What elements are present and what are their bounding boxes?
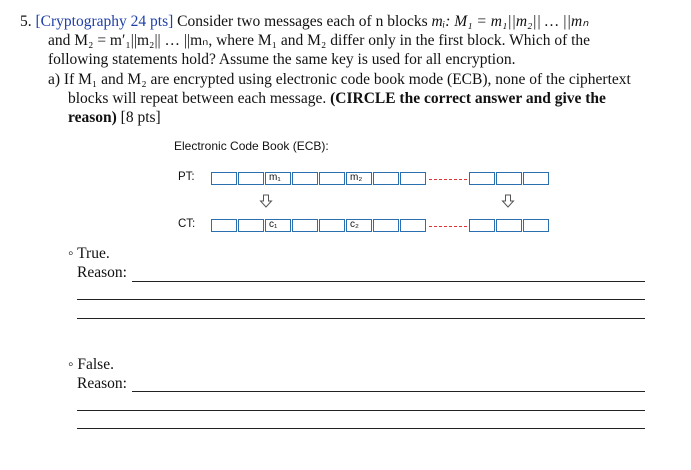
pt-ellipsis [429,179,467,180]
part-a-instruction: (CIRCLE the correct answer and give the [330,90,606,107]
question-line-1 [20,13,588,31]
true-reason-line-3[interactable] [77,318,645,319]
false-reason-label: Reason: [77,375,127,392]
pt-row [211,172,551,185]
ecb-diagram-title: Electronic Code Book (ECB): [174,139,329,153]
pt-block [238,172,264,185]
pt-block-m2: m₂ [346,172,372,185]
pt-block [523,172,549,185]
ct-block-c2: c₂ [346,219,372,232]
option-false[interactable] [68,356,114,374]
ct-block [469,219,495,232]
option-bullet: ◦ [68,245,74,262]
question-line-3: following statements hold? Assume the same key is used for all encryption. [48,51,516,68]
true-reason-line-2[interactable] [77,299,645,300]
part-a-text-1: If M₁ and M₂ are encrypted using electronic code book mode (ECB), none of the ciphertext [63,71,631,88]
part-a-line-3 [68,109,161,127]
pt-label: PT: [178,171,195,183]
down-arrow-icon [259,194,273,208]
ct-block [292,219,318,232]
ct-block [400,219,426,232]
down-arrow-icon [501,194,515,208]
option-false-label: False. [77,356,114,373]
pt-block [292,172,318,185]
false-reason-line-3[interactable] [77,428,645,429]
ct-label: CT: [178,218,196,230]
pt-block [496,172,522,185]
ct-block [523,219,549,232]
ct-block [496,219,522,232]
option-true-label: True. [77,245,110,262]
part-a-text-2: blocks will repeat between each message. [68,90,327,107]
pt-block [400,172,426,185]
option-bullet: ◦ [68,356,74,373]
question-line-2: and M₂ = m′₁||m₂|| … ||mₙ, where M₁ and M₂ differ only in the first block. Which of the [48,32,591,49]
question-topic-points: [Cryptography 24 pts] [35,13,174,30]
question-text-1: Consider two messages each of n blocks [177,13,428,30]
question-math-1: mᵢ: M₁ = m₁||m₂|| … ||mₙ [431,13,589,30]
pt-block [319,172,345,185]
part-a-points: [8 pts] [120,109,161,126]
pt-block [373,172,399,185]
option-true[interactable] [68,245,110,263]
true-reason-label: Reason: [77,264,127,281]
true-reason-line-1[interactable] [132,281,645,282]
question-number: 5. [20,13,32,30]
false-reason-line-1[interactable] [132,391,645,392]
ct-row [211,219,551,232]
ct-block [211,219,237,232]
part-a-instruction-end: reason) [68,109,117,126]
pt-block [469,172,495,185]
pt-block [211,172,237,185]
false-reason-line-2[interactable] [77,410,645,411]
part-a-label: a) [48,71,61,88]
pt-block-m1: m₁ [265,172,291,185]
part-a-line-2 [68,90,606,108]
ct-block [373,219,399,232]
ct-ellipsis [429,226,467,227]
ct-block [238,219,264,232]
ct-block-c1: c₁ [265,219,291,232]
part-a-line-1 [48,71,631,89]
ct-block [319,219,345,232]
